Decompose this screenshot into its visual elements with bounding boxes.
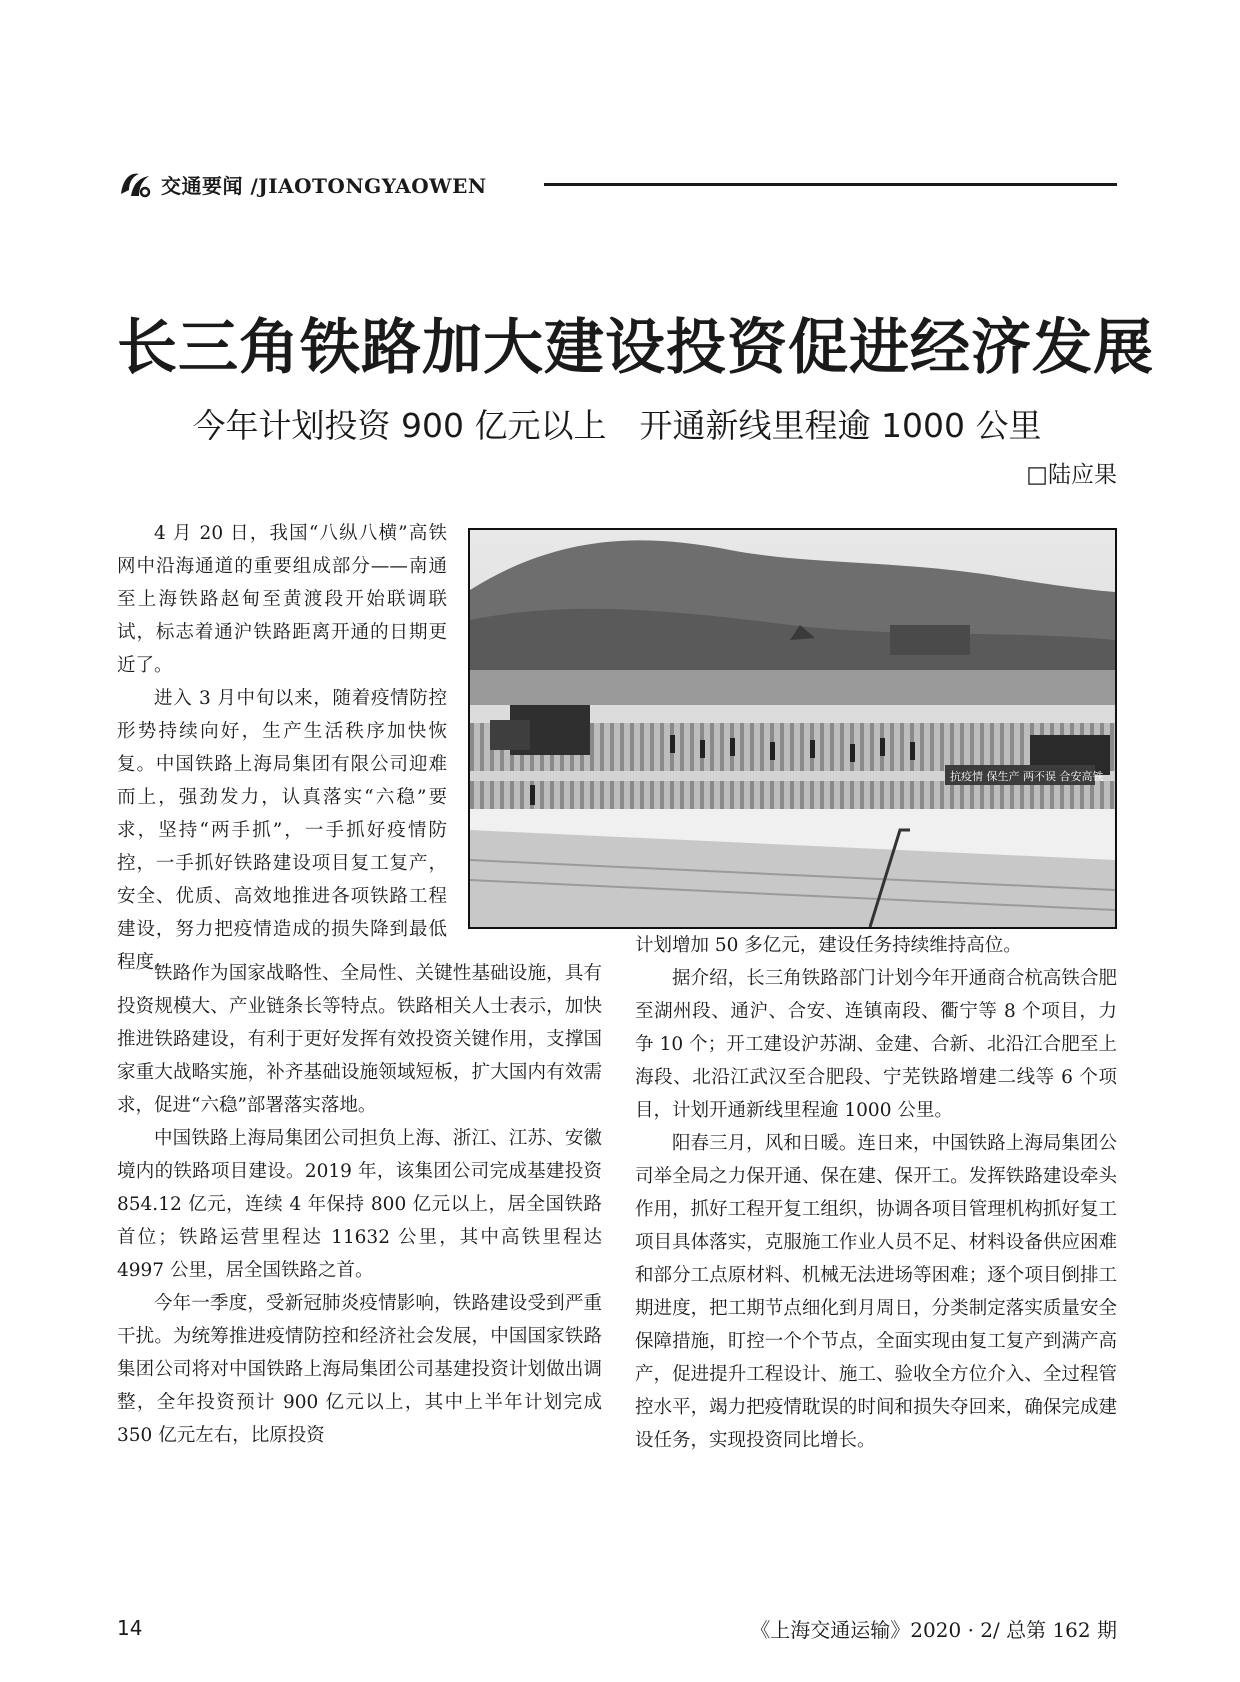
article-author: □陆应果 [1026, 462, 1117, 488]
paragraph-5: 今年一季度，受新冠肺炎疫情影响，铁路建设受到严重干扰。为统筹推进疫情防控和经济社会发展，中国国家铁路集团公司将对中国铁路上海局集团公司基建投资计划做出调整，全年投资预计 900 亿元以上，其中上半年计划完成 350 亿元左右，比原投资 [117, 1293, 602, 1446]
stylized-logo-icon [117, 168, 153, 200]
photo-image [470, 530, 1115, 927]
column-left-top [117, 517, 447, 979]
paragraph-1: 4 月 20 日，我国“八纵八横”高铁网中沿海通道的重要组成部分——南通至上海铁路赵甸至黄渡段开始联调联试，标志着通沪铁路距离开通的日期更近了。 [117, 523, 447, 676]
article-subtitle: 今年计划投资 900 亿元以上 开通新线里程逾 1000 公里 [192, 406, 1042, 445]
journal-issue: 《上海交通运输》2020 · 2/ 总第 162 期 [750, 1618, 1117, 1642]
paragraph-2: 进入 3 月中旬以来，随着疫情防控形势持续向好，生产生活秩序加快恢复。中国铁路上海局集团有限公司迎难而上，强劲发力，认真落实“六稳”要求，坚持“两手抓”，一手抓好疫情防控，一手抓好铁路建设项目复工复产，安全、优质、高效地推进各项铁路工程建设，努力把疫情造成的损失降到最低程度。 [117, 688, 447, 973]
paragraph-7: 阳春三月，风和日暖。连日来，中国铁路上海局集团公司举全局之力保开通、保在建、保开工。发挥铁路建设牵头作用，抓好工程开复工组织，协调各项目管理机构抓好复工项目具体落实，克服施工作业人员不足、材料设备供应困难和部分工点原材料、机械无法进场等困难；逐个项目倒排工期进度，把工期节点细化到月周日，分类制定落实质量安全保障措施，盯控一个个节点，全面实现由复工复产到满产高产，促进提升工程设计、施工、验收全方位介入、全过程管控水平，竭力把疫情耽误的时间和损失夺回来，确保完成建设任务，实现投资同比增长。 [635, 1133, 1117, 1451]
paragraph-3: 铁路作为国家战略性、全局性、关键性基础设施，具有投资规模大、产业链条长等特点。铁路相关人士表示，加快推进铁路建设，有利于更好发挥有效投资关键作用，支撑国家重大战略实施，补齐基础设施领域短板，扩大国内有效需求，促进“六稳”部署落实落地。 [117, 963, 602, 1116]
section-header [117, 168, 1117, 206]
column-right [635, 929, 1117, 1457]
page-number: 14 [117, 1616, 143, 1640]
construction-photo [468, 528, 1117, 929]
article-title: 长三角铁路加大建设投资促进经济发展 [117, 313, 1154, 383]
paragraph-4: 中国铁路上海局集团公司担负上海、浙江、江苏、安徽境内的铁路项目建设。2019 年，该集团公司完成基建投资 854.12 亿元，连续 4 年保持 800 亿元以上，居全国铁路首位；铁路运营里程达 11632 公里，其中高铁里程达 4997 公里，居全国铁路之首。 [117, 1128, 602, 1281]
paragraph-6: 据介绍，长三角铁路部门计划今年开通商合杭高铁合肥至湖州段、通沪、合安、连镇南段、衢宁等 8 个项目，力争 10 个；开工建设沪苏湖、金建、合新、北沿江合肥至上海段、北沿江武汉至合肥段、宁芜铁路增建二线等 6 个项目，计划开通新线里程逾 1000 公里。 [635, 968, 1117, 1121]
paragraph-5-continued: 计划增加 50 多亿元，建设任务持续维持高位。 [635, 935, 1022, 956]
photo-banner-text: 抗疫情 保生产 两不误 合安高铁 [950, 770, 1104, 783]
column-left [117, 957, 602, 1452]
header-rule [544, 183, 1117, 186]
section-title: 交通要闻 /JIAOTONGYAOWEN [161, 174, 487, 198]
